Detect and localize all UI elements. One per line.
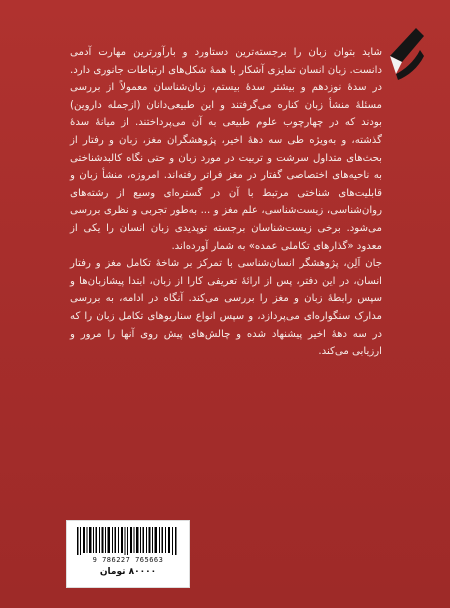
publisher-logo (386, 22, 426, 82)
blurb-paragraph-2: جان اَلِن، پژوهشگر انسان‌شناسی با تمرکز بر شاخهٔ تکامل مغز و رفتار انسان، در این دفتر، پس از ارائهٔ تعریفی کارا از زبان، ابتدا پیشازبان‌ها و سپس رابطهٔ زبان و مغز را بررسی می‌کند. آنگاه در ادامه، به بررسی مدارک سنگواره‌ای می‌پردازد، و سپس انواع سناریوهای تکامل زبان را که در سه دههٔ اخیر پیشنهاد شده و چالش‌های پیش روی آنها را مرور و ارزیابی می‌کند. (70, 258, 382, 358)
blurb-paragraph-1: شاید بتوان زبان را برجسته‌ترین دستاورد و بارآورترین مهارت آدمی دانست. زبان انسان تمایزی آشکار با همهٔ شکل‌های ارتباطات جانوری دارد. در سدهٔ نوزدهم و بیشتر سدهٔ بیستم، زبان‌شناسان معمولاً از بررسی مسئلهٔ منشأ زبان کناره می‌گرفتند و این طبیعی‌دانان (ازجمله داروین) بودند که در چهارچوب علوم طبیعی به آن می‌پرداختند. از میانهٔ سدهٔ گذشته، و به‌ویژه طی سه دههٔ اخیر، پژوهشگران مغز، زبان و رفتار از بحث‌های متداول سرشت و تربیت در مورد زبان و حتی نگاه کالبدشناختی به ناحیه‌های اختصاصی گفتار در مغز فراتر رفته‌اند. امروزه، منشأ زبان و قابلیت‌های شناختی مرتبط با آن در گستره‌ای وسیع از رشته‌های روان‌شناسی، زیست‌شناسی، علم مغز و ... به‌طور تجربی و نظری بررسی می‌شود. برخی زیست‌شناسان برجسته توپدیدی زبان انسان را یکی از معدود «گذارهای تکاملی عمده» به شمار آورده‌اند. (70, 47, 382, 252)
price-label: ۸۰۰۰۰ تومان (99, 567, 157, 577)
barcode-digits: 9 786227 765663 (92, 556, 164, 564)
barcode-bars (77, 527, 179, 555)
barcode-label (66, 520, 190, 588)
back-cover-blurb (70, 44, 382, 361)
